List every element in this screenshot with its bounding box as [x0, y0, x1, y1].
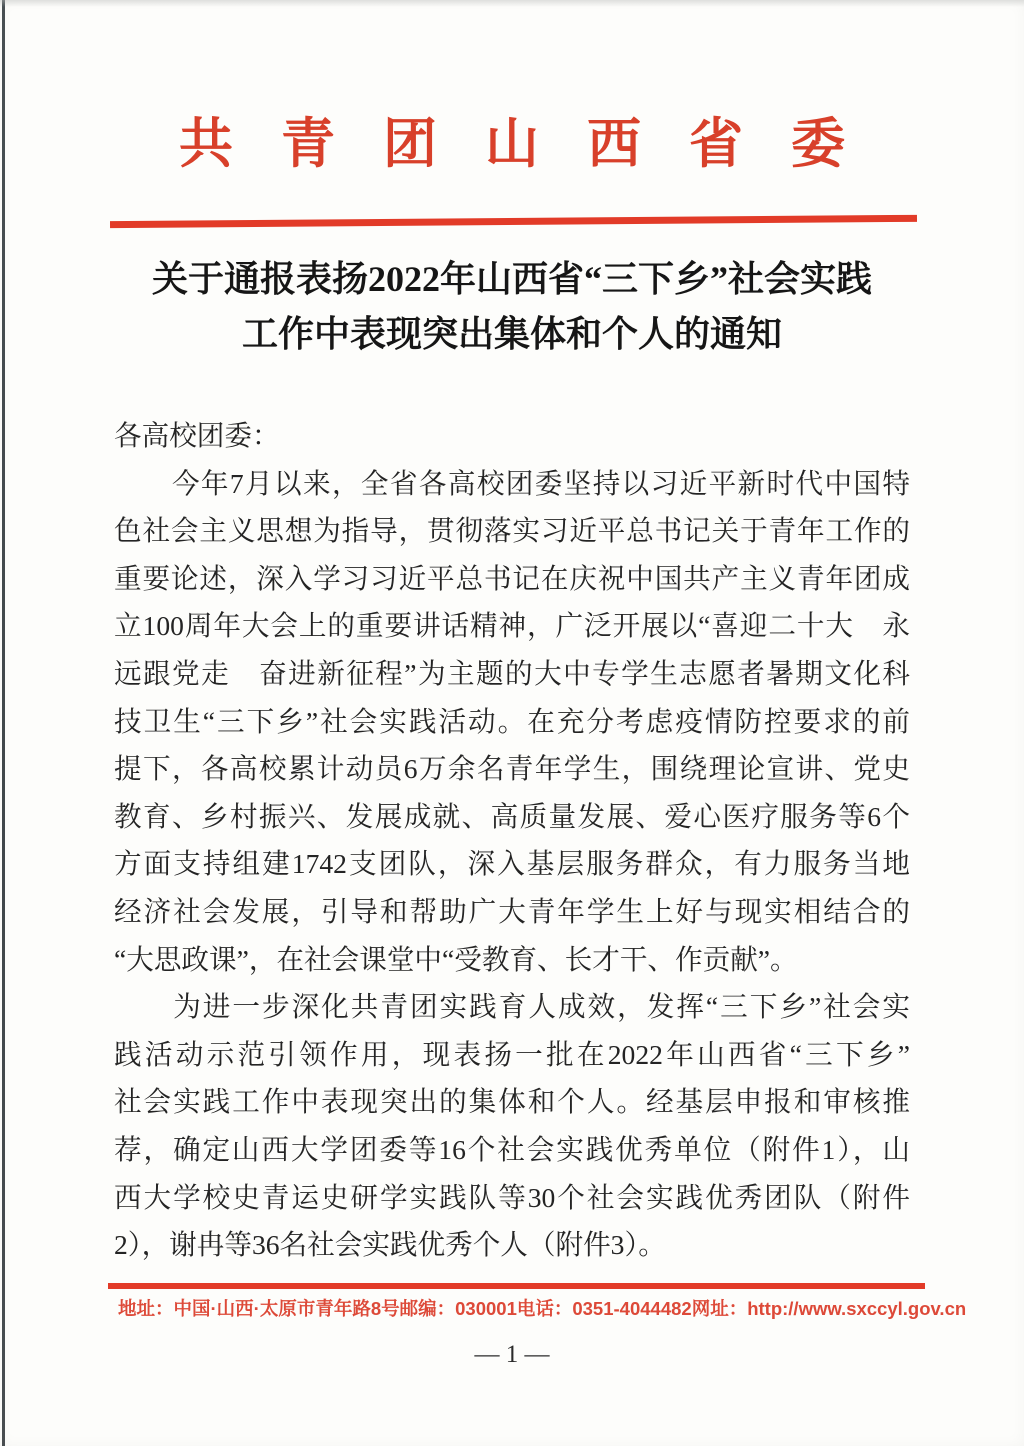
document-body [114, 412, 910, 1269]
footer-contact-line [118, 1296, 967, 1322]
scan-edge-artifact [2, 0, 5, 1446]
body-line: 技卫生“三下乡”社会实践活动。在充分考虑疫情防控要求的前 [114, 705, 910, 737]
body-line: 远跟党走 奋进新征程”为主题的大中专学生志愿者暑期文化科 [114, 657, 910, 689]
document-title-line1: 关于通报表扬2022年山西省“三下乡”社会实践 [151, 259, 872, 299]
body-line: 教育、乡村振兴、发展成就、高质量发展、爱心医疗服务等6个 [114, 800, 910, 832]
body-line: 立100周年大会上的重要讲话精神，广泛开展以“喜迎二十大 永 [114, 610, 910, 642]
salutation: 各高校团委： [114, 420, 280, 451]
body-line: 色社会主义思想为指导，贯彻落实习近平总书记关于青年工作的 [114, 515, 910, 547]
body-line: 方面支持组建1742支团队，深入基层服务群众，有力服务当地 [114, 848, 910, 880]
letterhead-divider [110, 215, 917, 228]
body-line: 经济社会发展，引导和帮助广大青年学生上好与现实相结合的 [114, 895, 910, 927]
body-paragraphs [114, 460, 910, 1269]
footer-address: 地址：中国·山西·太原市青年路8号 [118, 1298, 400, 1319]
letterhead-org-name: 共青团山西省委 [179, 114, 893, 174]
footer-postcode: 邮编：030001 [399, 1298, 517, 1319]
footer-website: 网址：http://www.sxccyl.gov.cn [691, 1298, 967, 1319]
scan-top-shade [0, 0, 1024, 7]
page-number: — 1 — [474, 1341, 550, 1368]
body-line: 社会实践工作中表现突出的集体和个人。经基层申报和审核推 [114, 1086, 910, 1118]
document-title-line2: 工作中表现突出集体和个人的通知 [241, 314, 782, 354]
body-line: 西大学校史青运史研学实践队等30个社会实践优秀团队（附件 [114, 1181, 910, 1213]
body-line: 2），谢冉等36名社会实践优秀个人（附件3）。 [114, 1229, 666, 1261]
document-title [0, 252, 1024, 362]
body-line: 重要论述，深入学习习近平总书记在庆祝中国共产主义青年团成 [114, 562, 910, 594]
body-line: 荐，确定山西大学团委等16个社会实践优秀单位（附件1），山 [114, 1133, 910, 1165]
body-line: 践活动示范引领作用，现表扬一批在2022年山西省“三下乡” [114, 1038, 910, 1070]
footer-phone: 电话：0351-4044482 [516, 1298, 692, 1319]
body-line: 为进一步深化共青团实践育人成效，发挥“三下乡”社会实 [114, 991, 910, 1023]
footer-divider [108, 1283, 925, 1289]
body-line: “大思政课”，在社会课堂中“受教育、长才干、作贡献”。 [114, 943, 798, 975]
body-line: 今年7月以来，全省各高校团委坚持以习近平新时代中国特 [114, 467, 910, 499]
body-line: 提下，各高校累计动员6万余名青年学生，围绕理论宣讲、党史 [114, 753, 910, 785]
